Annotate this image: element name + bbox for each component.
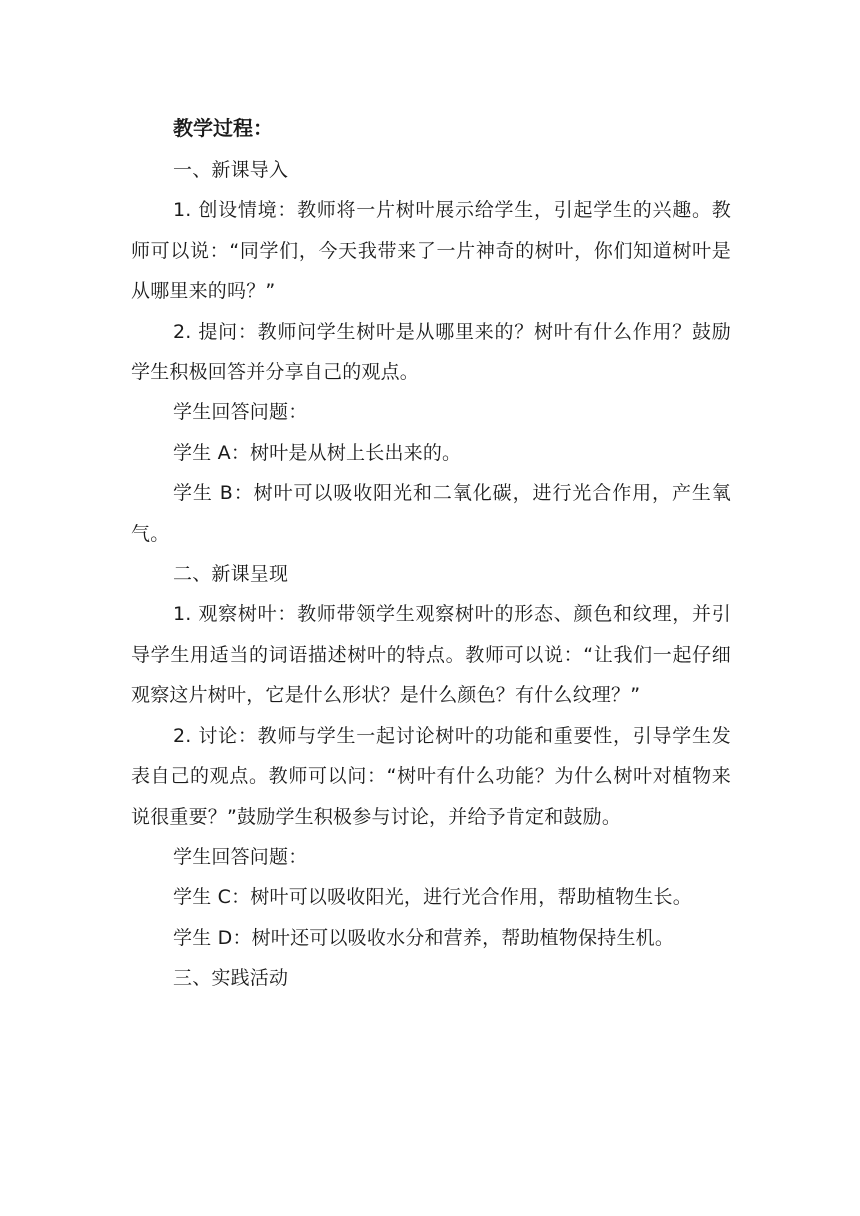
section-heading: 教学过程： (173, 116, 273, 140)
paragraph-student-answers-label: 学生回答问题： (173, 401, 308, 424)
paragraph-student-b: 学生 B：树叶可以吸收阳光和二氧化碳，进行光合作用，产生氧气。 (131, 482, 731, 545)
paragraph-student-c: 学生 C：树叶可以吸收阳光，进行光合作用，帮助植物生长。 (173, 886, 692, 909)
document-page (131, 108, 731, 999)
paragraph-student-answers-label-2: 学生回答问题： (173, 845, 308, 868)
subsection-title-presentation: 二、新课呈现 (173, 563, 289, 586)
paragraph-student-d: 学生 D：树叶还可以吸收水分和营养，帮助植物保持生机。 (173, 926, 675, 949)
paragraph-student-a: 学生 A：树叶是从树上长出来的。 (173, 441, 462, 464)
paragraph-observe-leaf: 1. 观察树叶：教师带领学生观察树叶的形态、颜色和纹理，并引导学生用适当的词语描述树叶的特点。教师可以说：“让我们一起仔细观察这片树叶，它是什么形状？是什么颜色？有什么纹理？” (131, 603, 731, 707)
subsection-title-intro: 一、新课导入 (173, 159, 289, 181)
paragraph-discussion: 2. 讨论：教师与学生一起讨论树叶的功能和重要性，引导学生发表自己的观点。教师可以问：“树叶有什么功能？为什么树叶对植物来说很重要？”鼓励学生积极参与讨论，并给予肯定和鼓励。 (131, 724, 731, 828)
paragraph-create-context: 1. 创设情境：教师将一片树叶展示给学生，引起学生的兴趣。教师可以说：“同学们，今天我带来了一片神奇的树叶，你们知道树叶是从哪里来的吗？” (131, 199, 731, 303)
paragraph-questioning: 2. 提问：教师问学生树叶是从哪里来的？树叶有什么作用？鼓励学生积极回答并分享自己的观点。 (131, 320, 731, 384)
subsection-title-practice: 三、实践活动 (173, 967, 289, 990)
